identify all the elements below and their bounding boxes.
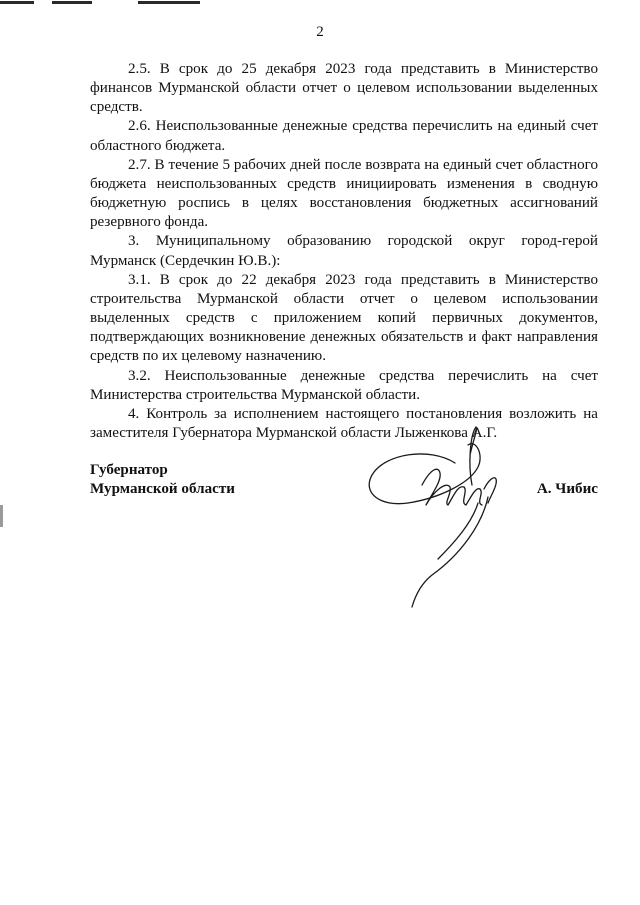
paragraph-2-7: 2.7. В течение 5 рабочих дней после возврата на единый счет областного бюджета неиспользованных средств инициировать изменения в сводную бюджетную роспись в целях восстановления бюджетных ассигнований резервного фонда. (90, 156, 598, 231)
signer-title-line2: Мурманской области (90, 481, 235, 497)
scan-mark (0, 1, 34, 4)
paragraph-2-5: 2.5. В срок до 25 декабря 2023 года представить в Министерство финансов Мурманской области отчет о целевом использовании выделенных средств. (90, 61, 598, 116)
paragraph-4: 4. Контроль за исполнением настоящего постановления возложить на заместителя Губернатора Мурманской области Лыженкова А.Г. (90, 405, 598, 441)
page-number: 2 (316, 24, 324, 40)
paragraph-3: 3. Муниципальному образованию городской округ город-герой Мурманск (Сердечкин Ю.В.): (90, 233, 598, 269)
signer-title-line1: Губернатор (90, 462, 168, 478)
scan-mark (52, 1, 92, 4)
signer-name: А. Чибис (536, 481, 598, 497)
signer-title (90, 461, 235, 499)
handwritten-signature (360, 425, 530, 625)
paragraph-2-6: 2.6. Неиспользованные денежные средства перечислить на единый счет областного бюджета. (90, 118, 598, 154)
paragraph-3-1: 3.1. В срок до 22 декабря 2023 года представить в Министерство строительства Мурманской области отчет о целевом использовании выделенных средств с приложением копий первичных документов, подтверждающих возникновение денежных обязательств и факт направления средств по их целевому назначению. (90, 271, 598, 365)
document-body (90, 60, 598, 443)
scan-mark (138, 1, 200, 4)
scan-left-edge-mark (0, 505, 3, 527)
paragraph-3-2: 3.2. Неиспользованные денежные средства перечислить на счет Министерства строительства Мурманской области. (90, 367, 598, 403)
